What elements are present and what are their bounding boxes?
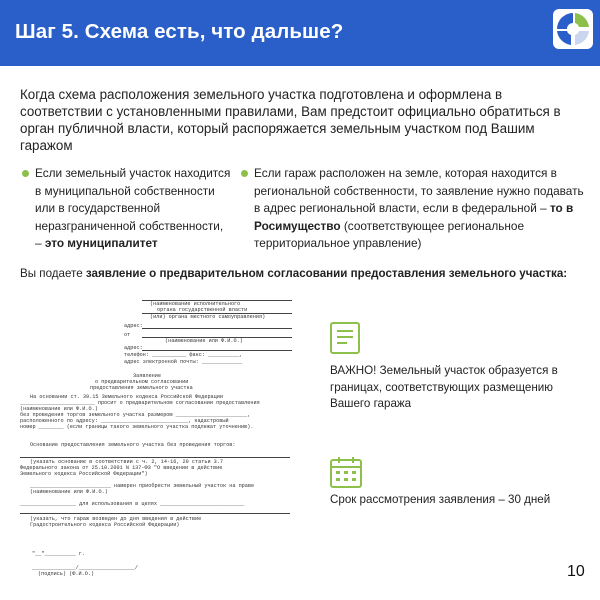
form-body-line: номер ________ (если границы такого земельного участка подлежат уточнению).: [20, 424, 254, 430]
form-title: о предварительном согласовании: [95, 379, 189, 385]
form-body-line: (наименование или Ф.И.О.): [30, 489, 108, 495]
form-body-line: __________________ для использования в целях ___________________________: [20, 501, 245, 507]
form-line: от: [124, 332, 131, 338]
form-body-line: (указать основание в соответствии с ч. 2, 14-16, 20 статьи 3.7: [30, 459, 224, 465]
page-number: 10: [567, 563, 585, 580]
form-body-line: (наименование или Ф.И.О.): [20, 406, 98, 412]
municipal-ownership-item: [22, 165, 232, 253]
bullet-dot-icon: [241, 170, 248, 177]
form-body-line: На основании ст. 39.15 Земельного кодекса Российской Федерации: [30, 394, 224, 400]
regional-tail: (соответствующее региональное территориальное управление): [254, 218, 524, 250]
form-body-line: Градостроительного кодекса Российской Федерации): [30, 522, 180, 528]
form-signature-caption: (подпись) (Ф.И.О.): [38, 571, 95, 577]
form-rule: [142, 328, 292, 329]
form-body-line: (указать, что гараж возведен до дня введения в действие: [30, 516, 202, 522]
form-line: органа государственной власти: [157, 307, 248, 313]
form-body-line: Земельного кодекса Российской Федерации"): [20, 471, 148, 477]
bullet-dot-icon: [22, 170, 29, 177]
form-title: предоставления земельного участка: [90, 385, 193, 391]
form-rule: [20, 513, 290, 514]
regional-bold: то в Росимущество: [254, 201, 574, 233]
rosreestr-logo-icon: [553, 9, 593, 49]
calendar-icon: [330, 456, 362, 488]
submit-prefix: Вы подаете: [20, 267, 86, 280]
regional-ownership-item: [241, 165, 586, 253]
form-signature-line: ______________/__________________/: [32, 565, 138, 571]
form-line: адрес:: [124, 345, 143, 351]
form-rule: [142, 350, 292, 351]
page-header: [0, 0, 600, 66]
form-body-line: расположенного по адресу: ____________________________, кадастровый: [20, 418, 229, 424]
form-body-line: Федерального закона от 25.10.2001 N 137-ФЗ "О введении в действие: [20, 465, 223, 471]
form-body-line: без проведения торгов земельного участка размером _______________________,: [20, 412, 251, 418]
form-body-line: Основание предоставления земельного участка без проведения торгов:: [30, 442, 236, 448]
submit-statement: [20, 266, 585, 282]
municipal-text: Если земельный участок находится в муниципальной собственности или в государственной неразграниченной собственности, –: [35, 166, 231, 250]
review-deadline: Срок рассмотрения заявления – 30 дней: [330, 493, 551, 506]
application-form-sample: [20, 295, 300, 590]
form-line: адрес:: [124, 323, 143, 329]
form-line: (наименование исполнительного: [150, 301, 241, 307]
form-body-line: ________________________ просит о предварительном согласовании предоставления: [20, 400, 260, 406]
form-title: Заявление: [133, 373, 162, 379]
document-lines-icon: [330, 322, 360, 354]
intro-paragraph: Когда схема расположения земельного участка подготовлена и оформлена в соответствии с установленными правилами, Вам предстоит официально обратиться в орган публичной власти, который распоряжается земельным участком под Вашим гаражом: [20, 87, 561, 153]
municipal-bold: это муниципалитет: [44, 236, 158, 250]
form-rule: [20, 457, 290, 458]
form-line: (или) органа местного самоуправления): [150, 314, 266, 320]
important-note: ВАЖНО! Земельный участок образуется в границах, соответствующих размещению Вашего гаража: [330, 364, 558, 410]
form-body-line: __________________________ намерен приобрести земельный участок на праве: [30, 483, 255, 489]
page-title: Шаг 5. Схема есть, что дальше?: [15, 20, 344, 43]
form-line: (наименование или Ф.И.О.): [165, 338, 243, 344]
form-line: адрес электронной почты: _____________: [124, 359, 243, 365]
form-line: телефон: ___________ факс: __________,: [124, 352, 243, 358]
submit-bold: заявление о предварительном согласовании предоставления земельного участка:: [85, 267, 568, 280]
form-date-line: "__"__________ г.: [32, 551, 85, 557]
regional-text: Если гараж расположен на земле, которая находится в региональной собственности, то заявление нужно подавать в адрес региональной власти, если в федеральной –: [254, 166, 584, 215]
